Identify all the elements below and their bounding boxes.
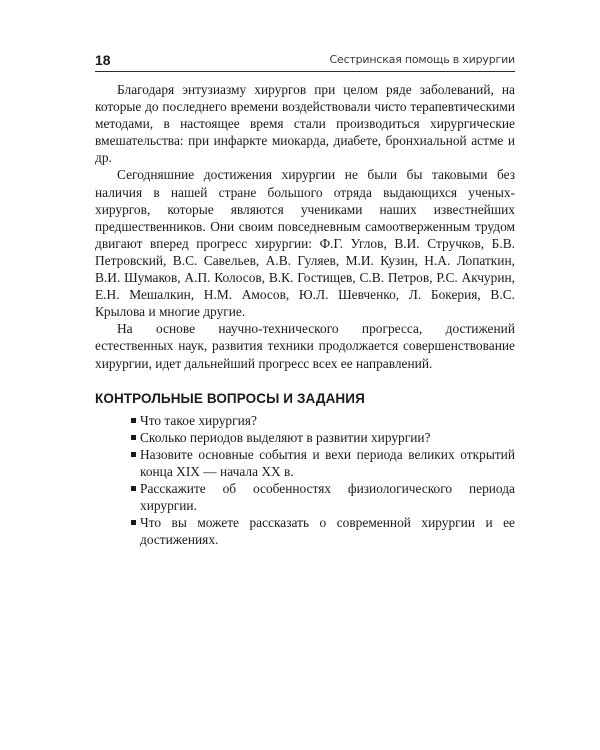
question-text: Назовите основные события и вехи периода великих открытий конца XIX — начала XX в. [140, 446, 515, 479]
section-title: КОНТРОЛЬНЫЕ ВОПРОСЫ И ЗАДАНИЯ [95, 390, 365, 406]
bullet-icon [131, 452, 136, 457]
question-text: Сколько периодов выделяют в развитии хирургии? [140, 429, 431, 445]
bullet-icon [131, 418, 136, 423]
running-title: Сестринская помощь в хирургии [329, 53, 515, 66]
question-text: Что вы можете рассказать о современной хирургии и ее достижениях. [140, 515, 515, 548]
question-item [95, 514, 515, 548]
paragraph: На основе научно-технического прогресса, достижений естественных наук, развития техники продолжается совершенствование хирургии, идет дальнейший прогресс всех ее направлений. [95, 321, 515, 371]
question-item [95, 412, 515, 429]
paragraph: Благодаря энтузиазму хирургов при целом ряде заболеваний, на которые до последнего времени воздействовали чисто терапевтическими методами, в настоящее время стали производиться хирургические вмешательства: при инфаркте миокарда, диабете, бронхиальной астме и др. [95, 82, 515, 166]
paragraph: Сегодняшние достижения хирургии не были бы таковыми без наличия в нашей стране большого отряда выдающихся ученых-хирургов, которые являются учениками наших известнейших предшественников. Они своим повседневным самоотверженным трудом двигают вперед прогресс хирургии: Ф.Г. Углов, В.И. Стручков, Б.В. Петровский, В.С. Савельев, А.В. Гуляев, М.И. Кузин, Н.А. Лопаткин, В.И. Шумаков, А.П. Колосов, В.К. Гостищев, С.В. Петров, Р.С. Акчурин, Е.Н. Мешалкин, Н.М. Амосов, Ю.Л. Шевченко, Л. Бокерия, В.С. Крылова и многие другие. [95, 167, 515, 320]
question-text: Расскажите об особенностях физиологического периода хирургии. [140, 480, 515, 514]
question-item [95, 429, 515, 446]
question-text: Что такое хирургия? [140, 412, 257, 428]
question-item [95, 446, 515, 480]
question-item [95, 480, 515, 514]
bullet-icon [131, 520, 136, 525]
bullet-icon [131, 435, 136, 440]
page-body [95, 81, 515, 548]
questions-list [95, 412, 515, 549]
bullet-icon [131, 486, 136, 491]
page-header [95, 51, 515, 71]
page-number: 18 [95, 52, 111, 68]
header-rule [95, 71, 515, 72]
